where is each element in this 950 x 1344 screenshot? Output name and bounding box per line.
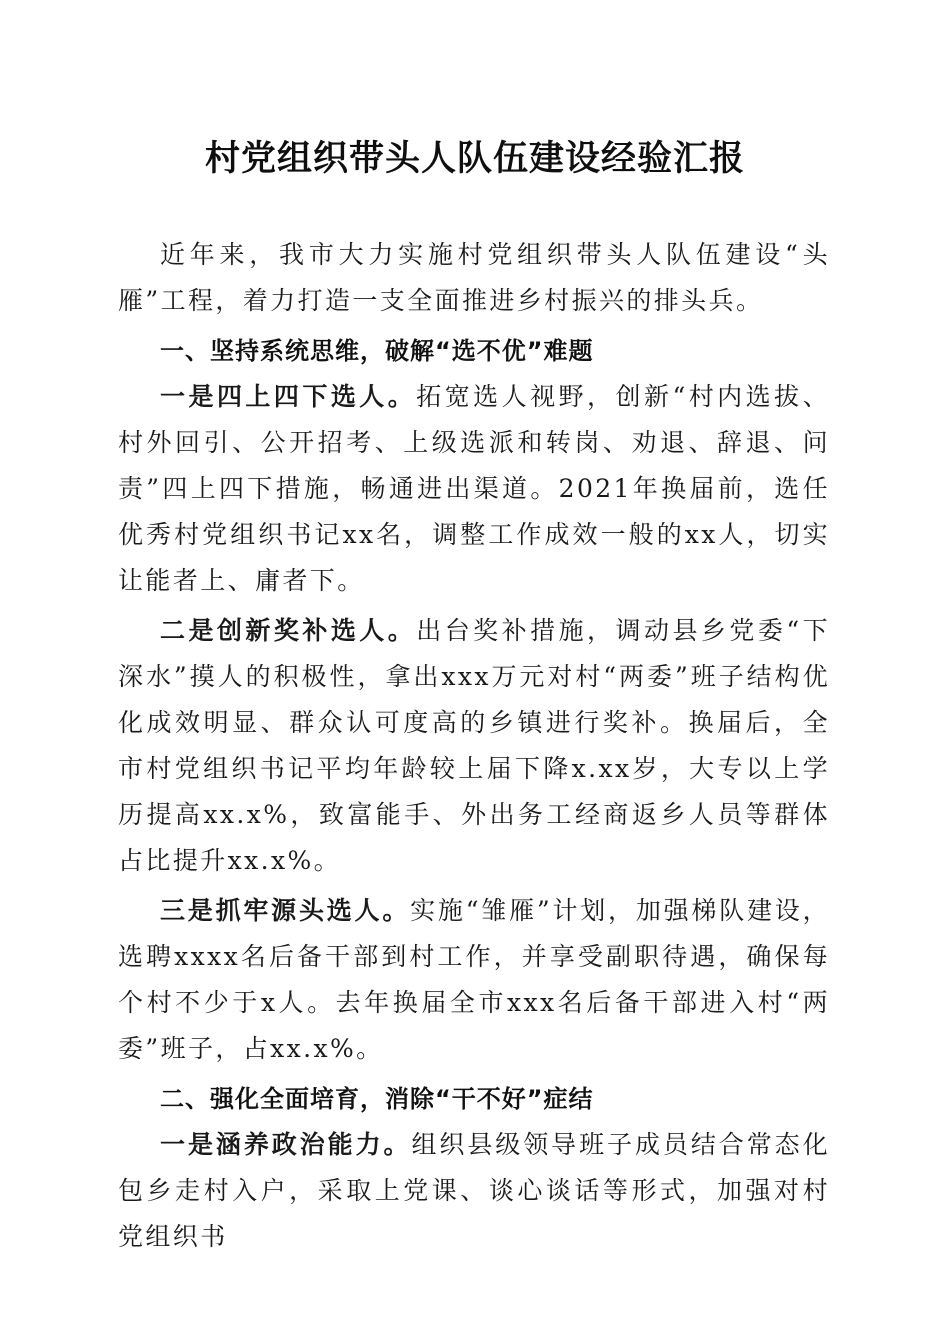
paragraph-1-1 bbox=[118, 374, 830, 604]
paragraph-text: 组织县级领导班子成员结合常态化包乡走村入户，采取上党课、谈心谈话等形式，加强对村党组织书 bbox=[118, 1130, 830, 1251]
section-heading-2: 二、强化全面培育，消除“干不好”症结 bbox=[160, 1085, 594, 1113]
paragraph-lead: 三是抓牢源头选人。 bbox=[160, 896, 411, 925]
section-heading-1: 一、坚持系统思维，破解“选不优”难题 bbox=[160, 337, 594, 365]
document-title: 村党组织带头人队伍建设经验汇报 bbox=[204, 138, 745, 179]
paragraph-1-3 bbox=[118, 888, 830, 1072]
paragraph-1-2 bbox=[118, 608, 830, 884]
paragraph-lead: 一是涵养政治能力。 bbox=[160, 1130, 412, 1159]
paragraph-text: 出台奖补措施，调动县乡党委“下深水”摸人的积极性，拿出xxx万元对村“两委”班子结构优化成效明显、群众认可度高的乡镇进行奖补。换届后，全市村党组织书记平均年龄较上届下降x.xx岁，大专以上学历提高xx.x%，致富能手、外出务工经商返乡人员等群体占比提升xx.x%。 bbox=[118, 616, 830, 875]
paragraph-text: 实施“雏雁”计划，加强梯队建设，选聘xxxx名后备干部到村工作，并享受副职待遇，确保每个村不少于x人。去年换届全市xxx名后备干部进入村“两委”班子，占xx.x%。 bbox=[118, 896, 830, 1063]
intro-paragraph: 近年来，我市大力实施村党组织带头人队伍建设“头雁”工程，着力打造一支全面推进乡村振兴的排头兵。 bbox=[118, 240, 830, 315]
document-body bbox=[118, 232, 830, 1260]
paragraph-2-1 bbox=[118, 1122, 830, 1260]
paragraph-lead: 二是创新奖补选人。 bbox=[160, 616, 417, 645]
paragraph-lead: 一是四上四下选人。 bbox=[160, 382, 417, 411]
paragraph-text: 拓宽选人视野，创新“村内选拔、村外回引、公开招考、上级选派和转岗、劝退、辞退、问责”四上四下措施，畅通进出渠道。2021年换届前，选任优秀村党组织书记xx名，调整工作成效一般的xx人，切实让能者上、庸者下。 bbox=[118, 382, 830, 595]
